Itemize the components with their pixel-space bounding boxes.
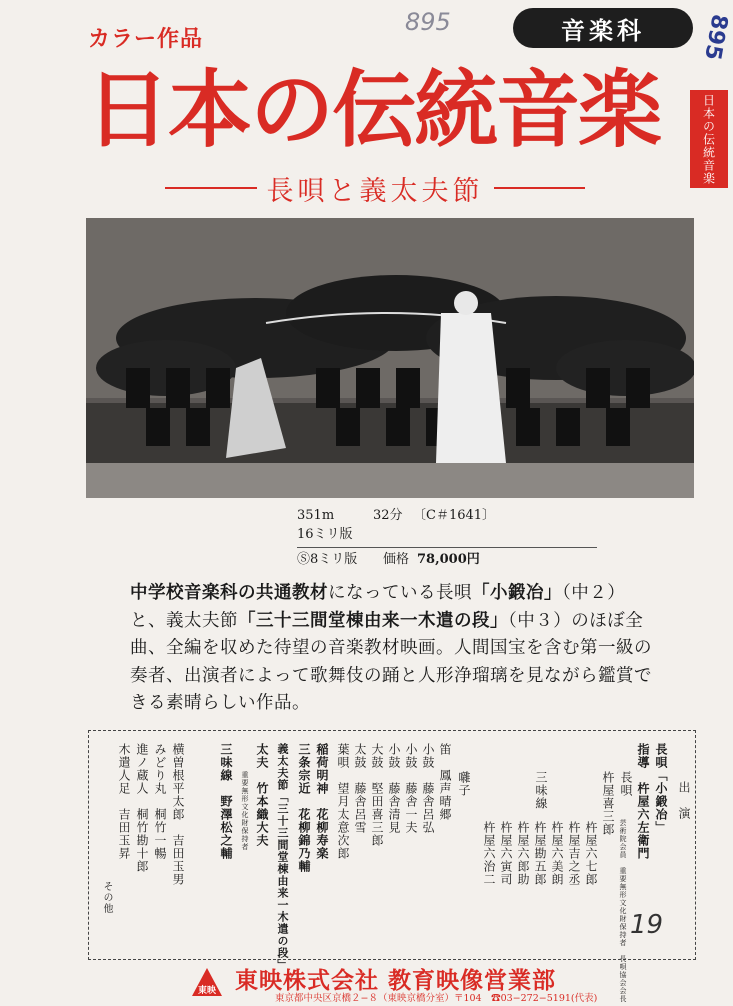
toei-logo [190, 966, 224, 1000]
credit-col-19: 大鼓 堅田喜三郎 [370, 743, 384, 847]
running-time: 32分 [373, 508, 403, 523]
credit-col-06: 杵屋六七郎 [584, 821, 598, 886]
specs-row-2 [297, 525, 597, 544]
credit-col-12: 杵屋六治二 [482, 821, 496, 886]
credit-col-17: 小鼓 藤舎一夫 [404, 743, 418, 834]
credit-col-27: 三味線 野澤松之輔 [219, 743, 233, 860]
credit-col-30: 進ノ蔵人 桐竹勘十郎 [135, 743, 149, 873]
specs-block [297, 506, 597, 569]
description [130, 580, 660, 718]
format-16mm: 16ミリ版 [297, 527, 353, 542]
subtitle [155, 168, 595, 208]
desc-emph-5: 「三十三間堂棟由来一木遣の段」 [238, 610, 508, 631]
credit-col-07: 杵屋吉之丞 [567, 821, 581, 886]
side-category-tab: 日本の伝統音楽 [690, 90, 728, 188]
credit-col-23: 三条宗近 花柳錦乃輔 [297, 743, 311, 873]
credit-col-14: 囃子 [457, 771, 471, 797]
stage-photo [86, 218, 694, 498]
credit-col-24: 義太夫節「三十三間堂棟由来一木遣の段」 [276, 743, 289, 971]
logo-text: 東映 [197, 986, 217, 996]
credit-col-15: 笛 鳳声晴郷 [438, 743, 452, 821]
handwritten-catalog-number: 895 [405, 8, 451, 36]
credit-col-18: 小鼓 藤舎清見 [387, 743, 401, 834]
price-label: 価格 [383, 552, 410, 567]
credit-col-01: 長唄「小鍛冶」 [654, 743, 668, 834]
toei-logo-icon [190, 966, 224, 1000]
credit-col-25: 太夫 竹本織大夫 [255, 743, 269, 847]
desc-text-2: になっている長唄 [328, 583, 472, 603]
subtitle-rule-right [494, 187, 586, 189]
price-value: 78,000円 [417, 552, 480, 567]
desc-emph-1: 中学校音楽科の共通教材 [130, 583, 328, 603]
film-length: 351m [297, 508, 335, 523]
credit-col-08: 杵屋六美朗 [550, 821, 564, 886]
credit-col-21: 葉唄 望月太意次郎 [336, 743, 350, 860]
credit-col-05: 杵屋喜三郎 [601, 771, 615, 836]
credit-col-02: 指導 杵屋六左衛門 [636, 743, 650, 860]
subtitle-rule-left [165, 187, 257, 189]
department-badge: 音楽科 [513, 8, 693, 48]
company-name: 東映株式会社 教育映像営業部 [235, 968, 557, 994]
format-8mm: Ⓢ8ミリ版 [297, 552, 358, 567]
specs-row-3 [297, 547, 597, 569]
credit-col-09: 杵屋勘五郎 [533, 821, 547, 886]
kabuki-stage-illustration [86, 218, 694, 498]
handwritten-side-number: 895 [699, 12, 732, 62]
credit-col-29: みどり丸 桐竹一暢 [153, 743, 167, 860]
credits-heading: 出 演 [677, 781, 691, 820]
credit-col-31: 木遣人足 吉田玉昇 [117, 743, 131, 860]
desc-text-4: （中２）と、義太夫節 [130, 583, 626, 631]
credit-col-04: 芸術院会員 重要無形文化財保持者 長唄協会会長 [619, 819, 627, 1003]
credit-col-11: 杵屋六寅司 [499, 821, 513, 886]
credit-col-28: 横曽根平太郎 吉田玉男 [171, 743, 185, 886]
credit-col-20: 太鼓 藤舎呂雪 [353, 743, 367, 834]
credit-col-03: 長唄 [619, 771, 633, 797]
credit-col-32: その他 [101, 881, 112, 914]
handwritten-note: 19 [630, 910, 664, 940]
desc-emph-3: 「小鍛冶」 [472, 583, 562, 603]
catalog-code: 〔C＃1641〕 [413, 508, 496, 523]
credit-col-13: 三味線 [534, 771, 548, 810]
credit-col-26: 重要無形文化財保持者 [241, 771, 249, 851]
specs-row-1 [297, 506, 597, 525]
page-title: 日本の伝統音楽 [86, 61, 661, 159]
credit-col-16: 小鼓 藤舎呂弘 [421, 743, 435, 834]
color-work-label: カラー作品 [88, 27, 204, 52]
company-address: 東京都中央区京橋２−８（東映京橋分室）〒104 ☎03−272−5191(代表) [275, 993, 598, 1004]
credit-col-22: 稲荷明神 花柳寿楽 [315, 743, 329, 860]
subtitle-text: 長唄と義太夫節 [266, 175, 484, 207]
credit-col-10: 杵屋六郎助 [516, 821, 530, 886]
desc-text-6: （中３）のほぼ全曲、全編を収めた待望の音楽教材映画。人間国宝を含む第一級の奏者、出演者によって歌舞伎の踊と人形浄瑠璃を見ながら鑑賞できる素晴らしい作品。 [130, 610, 652, 713]
